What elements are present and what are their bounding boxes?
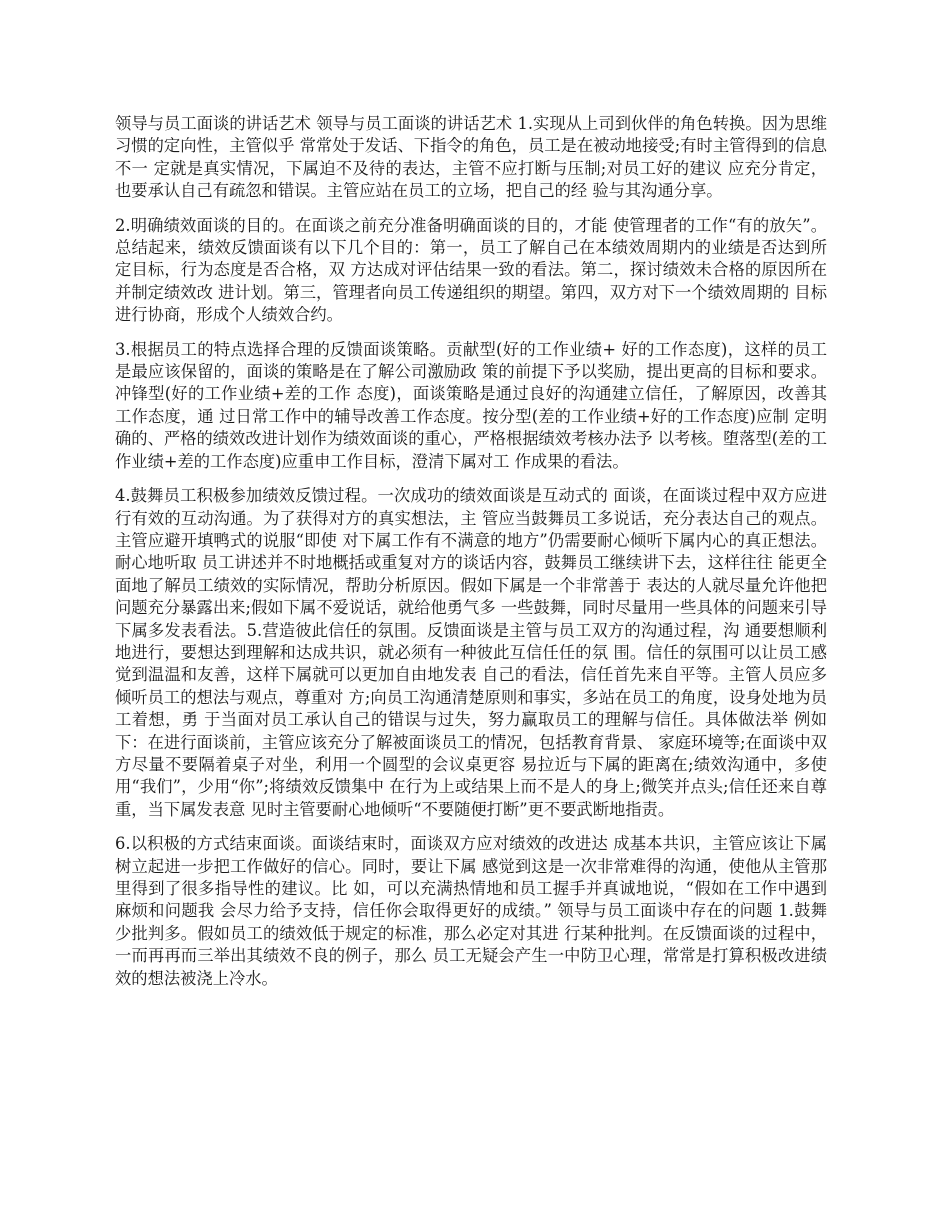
paragraph-4: 4.鼓舞员工积极参加绩效反馈过程。一次成功的绩效面谈是互动式的 面谈，在面谈过程中双方应进行有效的互动沟通。为了获得对方的真实想法，主 管应当鼓舞员工多说话，充分表达自己的观点。主管应避开填鸭式的说服“即使 对下属工作有不满意的地方”仍需要耐心倾听下属内心的真正想法。耐心地听取 员工讲述并不时地概括或重复对方的谈话内容，鼓舞员工继续讲下去，这样往往 能更全面地了解员工绩效的实际情况，帮助分析原因。假如下属是一个非常善于 表达的人就尽量允许他把问题充分暴露出来;假如下属不爱说话，就给他勇气多 一些鼓舞，同时尽量用一些具体的问题来引导下属多发表看法。5.营造彼此信任的氛围。反馈面谈是主管与员工双方的沟通过程，沟 通要想顺利地进行，要想达到理解和达成共识，就必须有一种彼此互信任任的氛 围。信任的氛围可以让员工感觉到温温和友善，这样下属就可以更加自由地发表 自己的看法，信任首先来自平等。主管人员应多倾听员工的想法与观点，尊重对 方;向员工沟通清楚原则和事实，多站在员工的角度，设身处地为员工着想，勇 于当面对员工承认自己的错误与过失，努力赢取员工的理解与信任。具体做法举 例如下：在进行面谈前，主管应该充分了解被面谈员工的情况，包括教育背景、 家庭环境等;在面谈中双方尽量不要隔着桌子对坐，利用一个圆型的会议桌更容 易拉近与下属的距离在;绩效沟通中，多使用“我们”，少用“你”;将绩效反馈集中 在行为上或结果上而不是人的身上;微笑并点头;信任还来自尊重，当下属发表意 见时主管要耐心地倾听“不要随便打断”更不要武断地指责。 <box>115 486 827 819</box>
document-body <box>115 113 827 1002</box>
paragraph-1: 领导与员工面谈的讲话艺术 领导与员工面谈的讲话艺术 1.实现从上司到伙伴的角色转换。因为思维习惯的定向性，主管似乎 常常处于发话、下指令的角色，员工是在被动地接受;有时主管得到的信息不一 定就是真实情况，下属迫不及待的表达，主管不应打断与压制;对员工好的建议 应充分肯定，也要承认自己有疏忽和错误。主管应站在员工的立场，把自己的经 验与其沟通分享。 <box>115 114 827 201</box>
paragraph-2: 2.明确绩效面谈的目的。在面谈之前充分准备明确面谈的目的，才能 使管理者的工作“有的放矢”。总结起来，绩效反馈面谈有以下几个目的：第一，员工了解自己在本绩效周期内的业绩是否达到所定目标，行为态度是否合格，双 方达成对评估结果一致的看法。第二，探讨绩效未合格的原因所在并制定绩效改 进计划。第三，管理者向员工传递组织的期望。第四，双方对下一个绩效周期的 目标进行协商，形成个人绩效合约。 <box>115 215 827 325</box>
paragraph-5: 6.以积极的方式结束面谈。面谈结束时，面谈双方应对绩效的改进达 成基本共识，主管应该让下属树立起进一步把工作做好的信心。同时，要让下属 感觉到这是一次非常难得的沟通，使他从主管那里得到了很多指导性的建议。比 如，可以充满热情地和员工握手并真诚地说，“假如在工作中遇到麻烦和问题我 会尽力给予支持，信任你会取得更好的成绩。” 领导与员工面谈中存在的问题 1.鼓舞少批判多。假如员工的绩效低于规定的标准，那么必定对其进 行某种批判。在反馈面谈的过程中，一而再再而三举出其绩效不良的例子，那么 员工无疑会产生一中防卫心理，常常是打算积极改进绩效的想法被浇上冷水。 <box>115 834 827 988</box>
paragraph-3: 3.根据员工的特点选择合理的反馈面谈策略。贡献型(好的工作业绩+ 好的工作态度)，这样的员工是最应该保留的，面谈的策略是在了解公司激励政 策的前提下予以奖励，提出更高的目标和要求。冲锋型(好的工作业绩+差的工作 态度)，面谈策略是通过良好的沟通建立信任，了解原因，改善其工作态度，通 过日常工作中的辅导改善工作态度。按分型(差的工作业绩+好的工作态度)应制 定明确的、严格的绩效改进计划作为绩效面谈的重心，严格根据绩效考核办法予 以考核。堕落型(差的工作业绩+差的工作态度)应重申工作目标，澄清下属对工 作成果的看法。 <box>115 339 827 471</box>
